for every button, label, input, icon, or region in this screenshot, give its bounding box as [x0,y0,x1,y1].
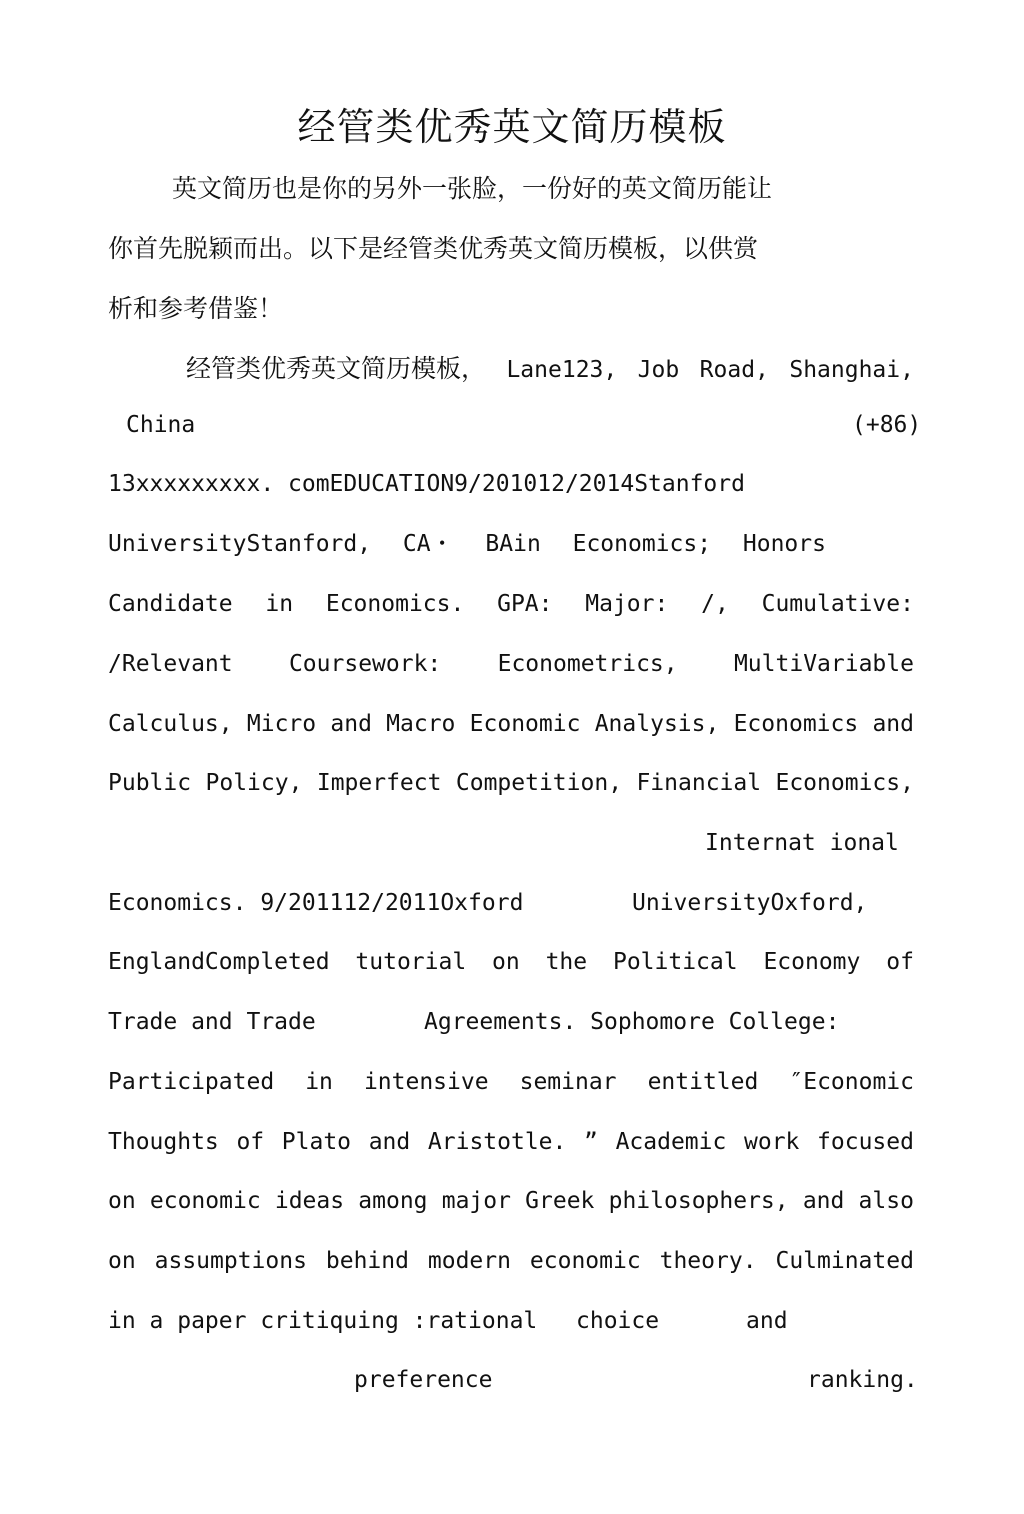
word: of [886,949,914,975]
word: philosophers, [608,1188,789,1214]
word: and [872,711,914,737]
intro-line-2: 你首先脱颖而出。以下是经管类优秀英文简历模板，以供赏 [108,234,759,263]
word: Economics, [775,770,914,796]
word: Competition, [455,770,623,796]
word: Calculus, [108,711,233,737]
education-line-4 [108,713,914,736]
word: the [545,949,588,975]
word: /, [701,591,729,617]
word: ideas [274,1188,345,1214]
word: and [368,1129,411,1155]
word: MultiVariable [733,651,914,677]
word: Economic [469,711,581,737]
word: also [858,1188,914,1214]
word: tutorial [355,949,467,975]
word: Financial [636,770,762,796]
word: in [265,591,294,617]
country-text: China [126,412,196,438]
education-line-14b: choice [576,1308,660,1334]
word: Lane123, [506,357,618,383]
education-line-9b: Agreements. Sophomore College: [424,1009,840,1035]
word: behind [325,1248,409,1274]
resume-lead-line [186,356,914,382]
education-line-10 [108,1071,914,1094]
word: Candidate [108,591,233,617]
word: among [358,1188,428,1214]
lead-heading: 经管类优秀英文简历模板， [186,354,487,383]
word: entitled [647,1069,759,1095]
education-line-12 [108,1190,914,1213]
contact-education-line: 13xxxxxxxxx. comEDUCATION9/201012/2014Stanford [108,471,745,497]
word: Aristotle. [427,1129,567,1155]
word: on [492,949,520,975]
word: and [802,1188,845,1214]
word: GPA: [497,591,553,617]
word: Academic [615,1129,727,1155]
word: Economy [763,949,861,975]
word: Road, [699,357,769,383]
education-line-13 [108,1250,914,1273]
education-line-14a: in a paper critiquing :rational [108,1308,538,1334]
word: of [236,1129,265,1155]
education-line-15b: ranking. [807,1367,918,1393]
word: Thoughts [108,1129,219,1155]
document-title: 经管类优秀英文简历模板 [297,105,727,149]
word: Public [108,770,192,796]
education-line-7b: UniversityOxford, [632,890,868,916]
word: seminar [519,1069,617,1095]
word: Participated [108,1069,275,1095]
education-line-9a: Trade and Trade [108,1009,316,1035]
word: Job [637,357,680,383]
intro-line-3: 析和参考借鉴！ [108,294,284,323]
intro-line-1: 英文简历也是你的另外一张脸，一份好的英文简历能让 [172,174,773,203]
word: Shanghai, [789,357,914,383]
word: in [305,1069,333,1095]
word: CA・ [402,531,454,557]
word: intensive [363,1069,489,1095]
word: Macro [386,711,456,737]
word: Econometrics, [497,651,678,677]
education-line-2 [108,593,914,616]
word: ″Economic [789,1069,914,1095]
word: Imperfect [316,770,442,796]
education-line-8 [108,951,914,974]
education-line-5 [108,772,914,795]
education-line-1 [108,533,826,556]
word: Economics; [572,531,712,557]
word: Micro [246,711,317,737]
word: and [330,711,372,737]
word: on [108,1248,136,1274]
word: Culminated [775,1248,914,1274]
word: Plato [281,1129,352,1155]
word: on [108,1188,136,1214]
word: work [744,1129,800,1155]
word: Analysis, [594,711,720,737]
word: Cumulative: [761,591,914,617]
word: Economics [733,711,859,737]
word: Coursework: [288,651,442,677]
word: assumptions [154,1248,307,1274]
word: economic [149,1188,261,1214]
word: major [441,1188,511,1214]
word: Economics. [325,591,465,617]
word: BAin [485,531,541,557]
word: Policy, [205,770,303,796]
education-line-7a: Economics. 9/201112/2011Oxford [108,890,524,916]
word: EnglandCompleted [108,949,330,975]
word: UniversityStanford, [108,531,372,557]
phone-code-text: (+86) [852,412,922,438]
word: modern [427,1248,511,1274]
word: economic [529,1248,641,1274]
education-line-15a: preference [354,1367,493,1393]
word: focused [817,1129,914,1155]
education-line-11 [108,1131,914,1154]
education-line-3 [108,653,914,676]
word: /Relevant [108,651,233,677]
word: ” [584,1129,598,1155]
word: Honors [742,531,826,557]
word: Greek [525,1188,595,1214]
education-line-6: Internat ional [705,830,899,856]
education-line-14c: and [746,1308,788,1334]
word: theory. [659,1248,757,1274]
word: Major: [585,591,669,617]
word: Political [612,949,738,975]
